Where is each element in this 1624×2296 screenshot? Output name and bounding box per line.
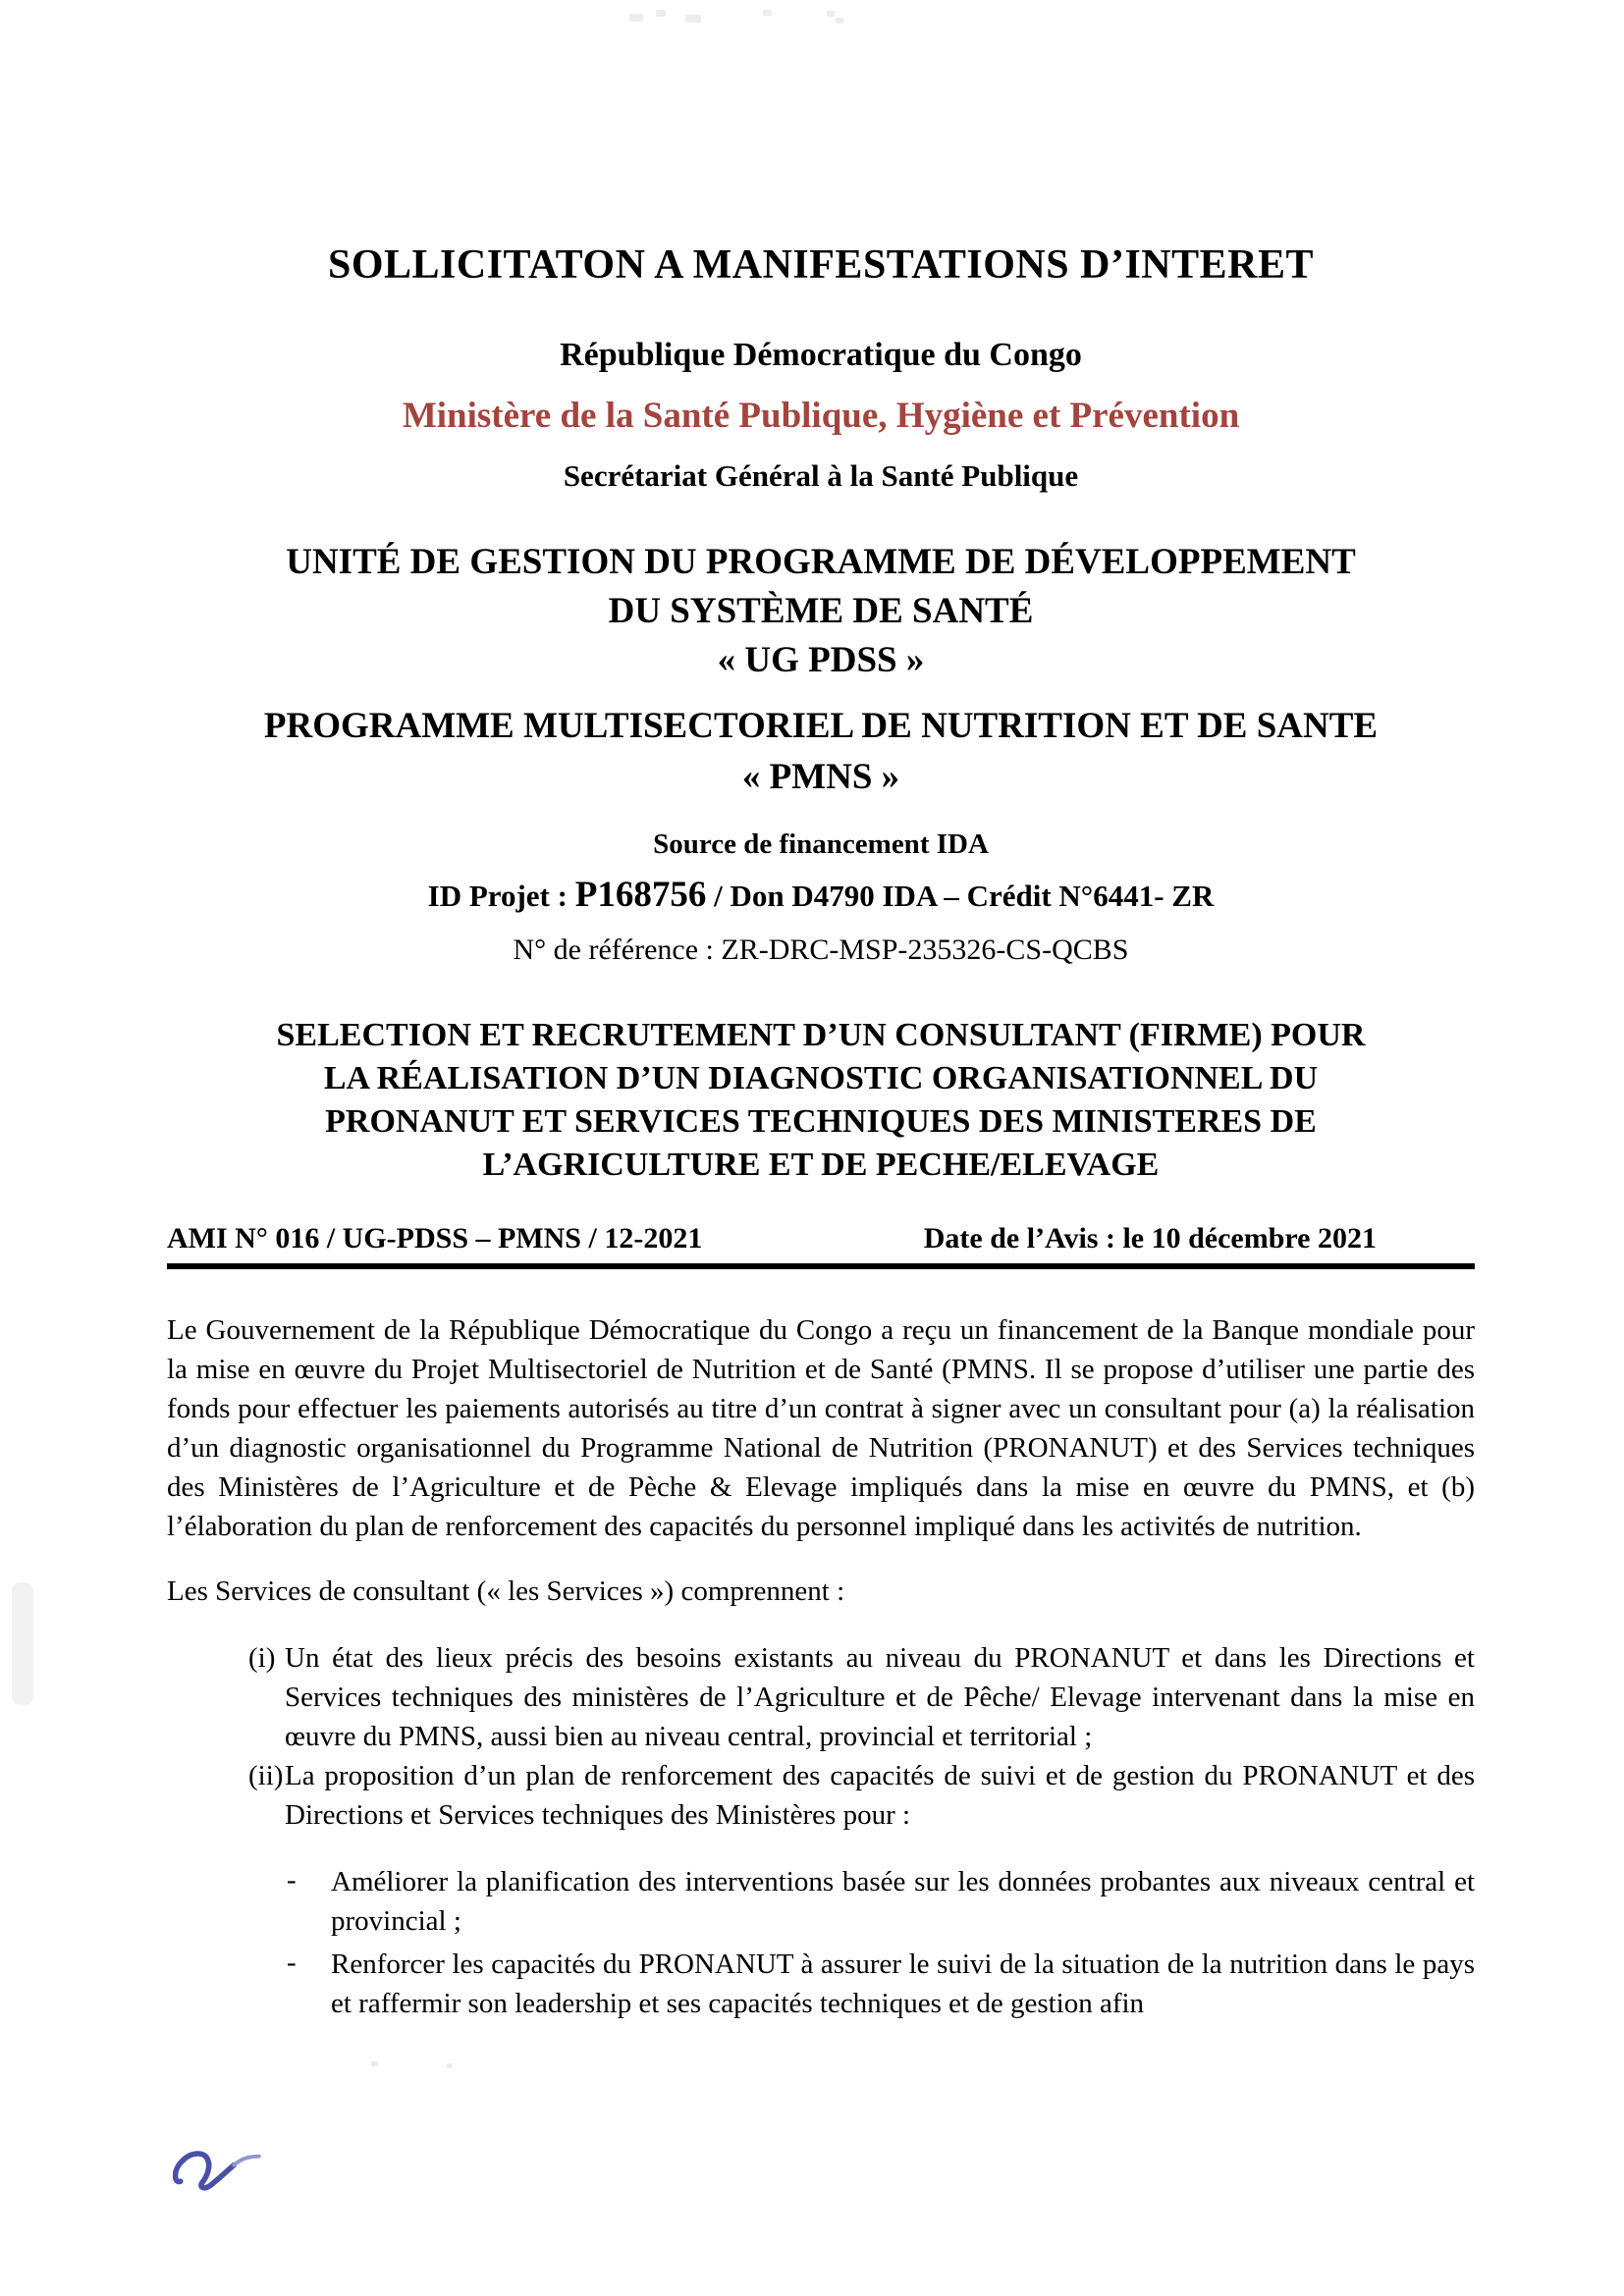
service-item-marker: (ii) bbox=[248, 1760, 284, 1791]
left-edge-smudge bbox=[12, 1582, 33, 1705]
service-item-text: La proposition d’un plan de renforcement des capacités de suivi et de gestion du PRONANUT et des Directions et Services techniques des Ministères pour : bbox=[285, 1760, 1475, 1831]
program-heading-line: PROGRAMME MULTISECTORIEL DE NUTRITION ET DE SANTE bbox=[263, 706, 1379, 746]
sub-item-text: Renforcer les capacités du PRONANUT à assurer le suivi de la situation de la nutrition dans le pays et raffermir son leadership et ses capacités techniques et de gestion afin bbox=[331, 1949, 1475, 2019]
unit-heading-line-1: UNITÉ DE GESTION DU PROGRAMME DE DÉVELOPPEMENT bbox=[286, 542, 1356, 582]
project-id-value: P168756 bbox=[574, 875, 707, 915]
ami-number: AMI N° 016 / UG-PDSS – PMNS / 12-2021 bbox=[167, 1222, 703, 1255]
scan-speck bbox=[371, 2061, 378, 2066]
document-content bbox=[167, 0, 1475, 2023]
sub-item-text: Améliorer la planification des interventions basée sur les données probantes aux niveaux central et provincial ; bbox=[331, 1866, 1475, 1937]
service-item bbox=[167, 1638, 1475, 1756]
services-lead: Les Services de consultant (« les Services ») comprennent : bbox=[167, 1575, 845, 1607]
project-id-line bbox=[167, 874, 1475, 918]
pen-squiggle bbox=[173, 2148, 271, 2191]
subject-line-2: LA RÉALISATION D’UN DIAGNOSTIC ORGANISATIONNEL DU bbox=[323, 1060, 1319, 1096]
program-heading bbox=[167, 701, 1475, 803]
service-item bbox=[167, 1756, 1475, 1835]
sub-item bbox=[167, 1862, 1475, 1941]
scan-speck bbox=[447, 2063, 453, 2068]
subject-line-4: L’AGRICULTURE ET DE PECHE/ELEVAGE bbox=[482, 1147, 1160, 1183]
dash-marker: - bbox=[287, 1864, 297, 1896]
divider-rule bbox=[167, 1263, 1475, 1269]
project-id-suffix: / Don D4790 IDA – Crédit N°6441- ZR bbox=[706, 879, 1215, 913]
subject-heading bbox=[167, 1014, 1475, 1187]
subject-line-3: PRONANUT ET SERVICES TECHNIQUES DES MINISTERES DE bbox=[325, 1103, 1317, 1140]
unit-abbrev: « UG PDSS » bbox=[717, 640, 925, 680]
sub-item bbox=[167, 1945, 1475, 2023]
notice-row bbox=[167, 1220, 1475, 1257]
subject-line-1: SELECTION ET RECRUTEMENT D’UN CONSULTANT (FIRME) POUR bbox=[276, 1017, 1366, 1053]
program-abbrev: « PMNS » bbox=[741, 757, 900, 797]
service-item-marker: (i) bbox=[248, 1642, 276, 1674]
ministry-line: Ministère de la Santé Publique, Hygiène et Prévention bbox=[402, 396, 1240, 436]
secretariat-line: Secrétariat Général à la Santé Publique bbox=[563, 458, 1079, 493]
intro-paragraph: Le Gouvernement de la République Démocratique du Congo a reçu un financement de la Banque mondiale pour la mise en œuvre du Projet Multisectoriel de Nutrition et de Santé (PMNS. Il se propose d’utiliser une partie des fonds pour effectuer les paiements autorisés au titre d’un contrat à signer avec un consultant pour (a) la réalisation d’un diagnostic organisationnel du Programme National de Nutrition (PRONANUT) et des Services techniques des Ministères de l’Agriculture et de Pèche & Elevage impliqués dans la mise en œuvre du PMNS, et (b) l’élaboration du plan de renforcement des capacités du personnel impliqué dans les activités de nutrition. bbox=[167, 1314, 1475, 1542]
service-item-text: Un état des lieux précis des besoins existants au niveau du PRONANUT et dans les Directions et Services techniques des ministères de l’Agriculture et de Pêche/ Elevage intervenant dans la mise en œuvre du PMNS, aussi bien au niveau central, provincial et territorial ; bbox=[285, 1642, 1475, 1752]
unit-heading-line-2: DU SYSTÈME DE SANTÉ bbox=[608, 591, 1034, 631]
reference-number-line: N° de référence : ZR-DRC-MSP-235326-CS-QCBS bbox=[513, 934, 1129, 966]
dash-marker: - bbox=[287, 1947, 297, 1978]
country-line: République Démocratique du Congo bbox=[560, 337, 1082, 373]
avis-date: Date de l’Avis : le 10 décembre 2021 bbox=[923, 1222, 1377, 1255]
project-id-label: ID Projet : bbox=[427, 879, 575, 913]
doc-title: SOLLICITATON A MANIFESTATIONS D’INTERET bbox=[327, 242, 1315, 288]
unit-heading bbox=[167, 538, 1475, 685]
funding-source-line: Source de financement IDA bbox=[653, 828, 989, 860]
